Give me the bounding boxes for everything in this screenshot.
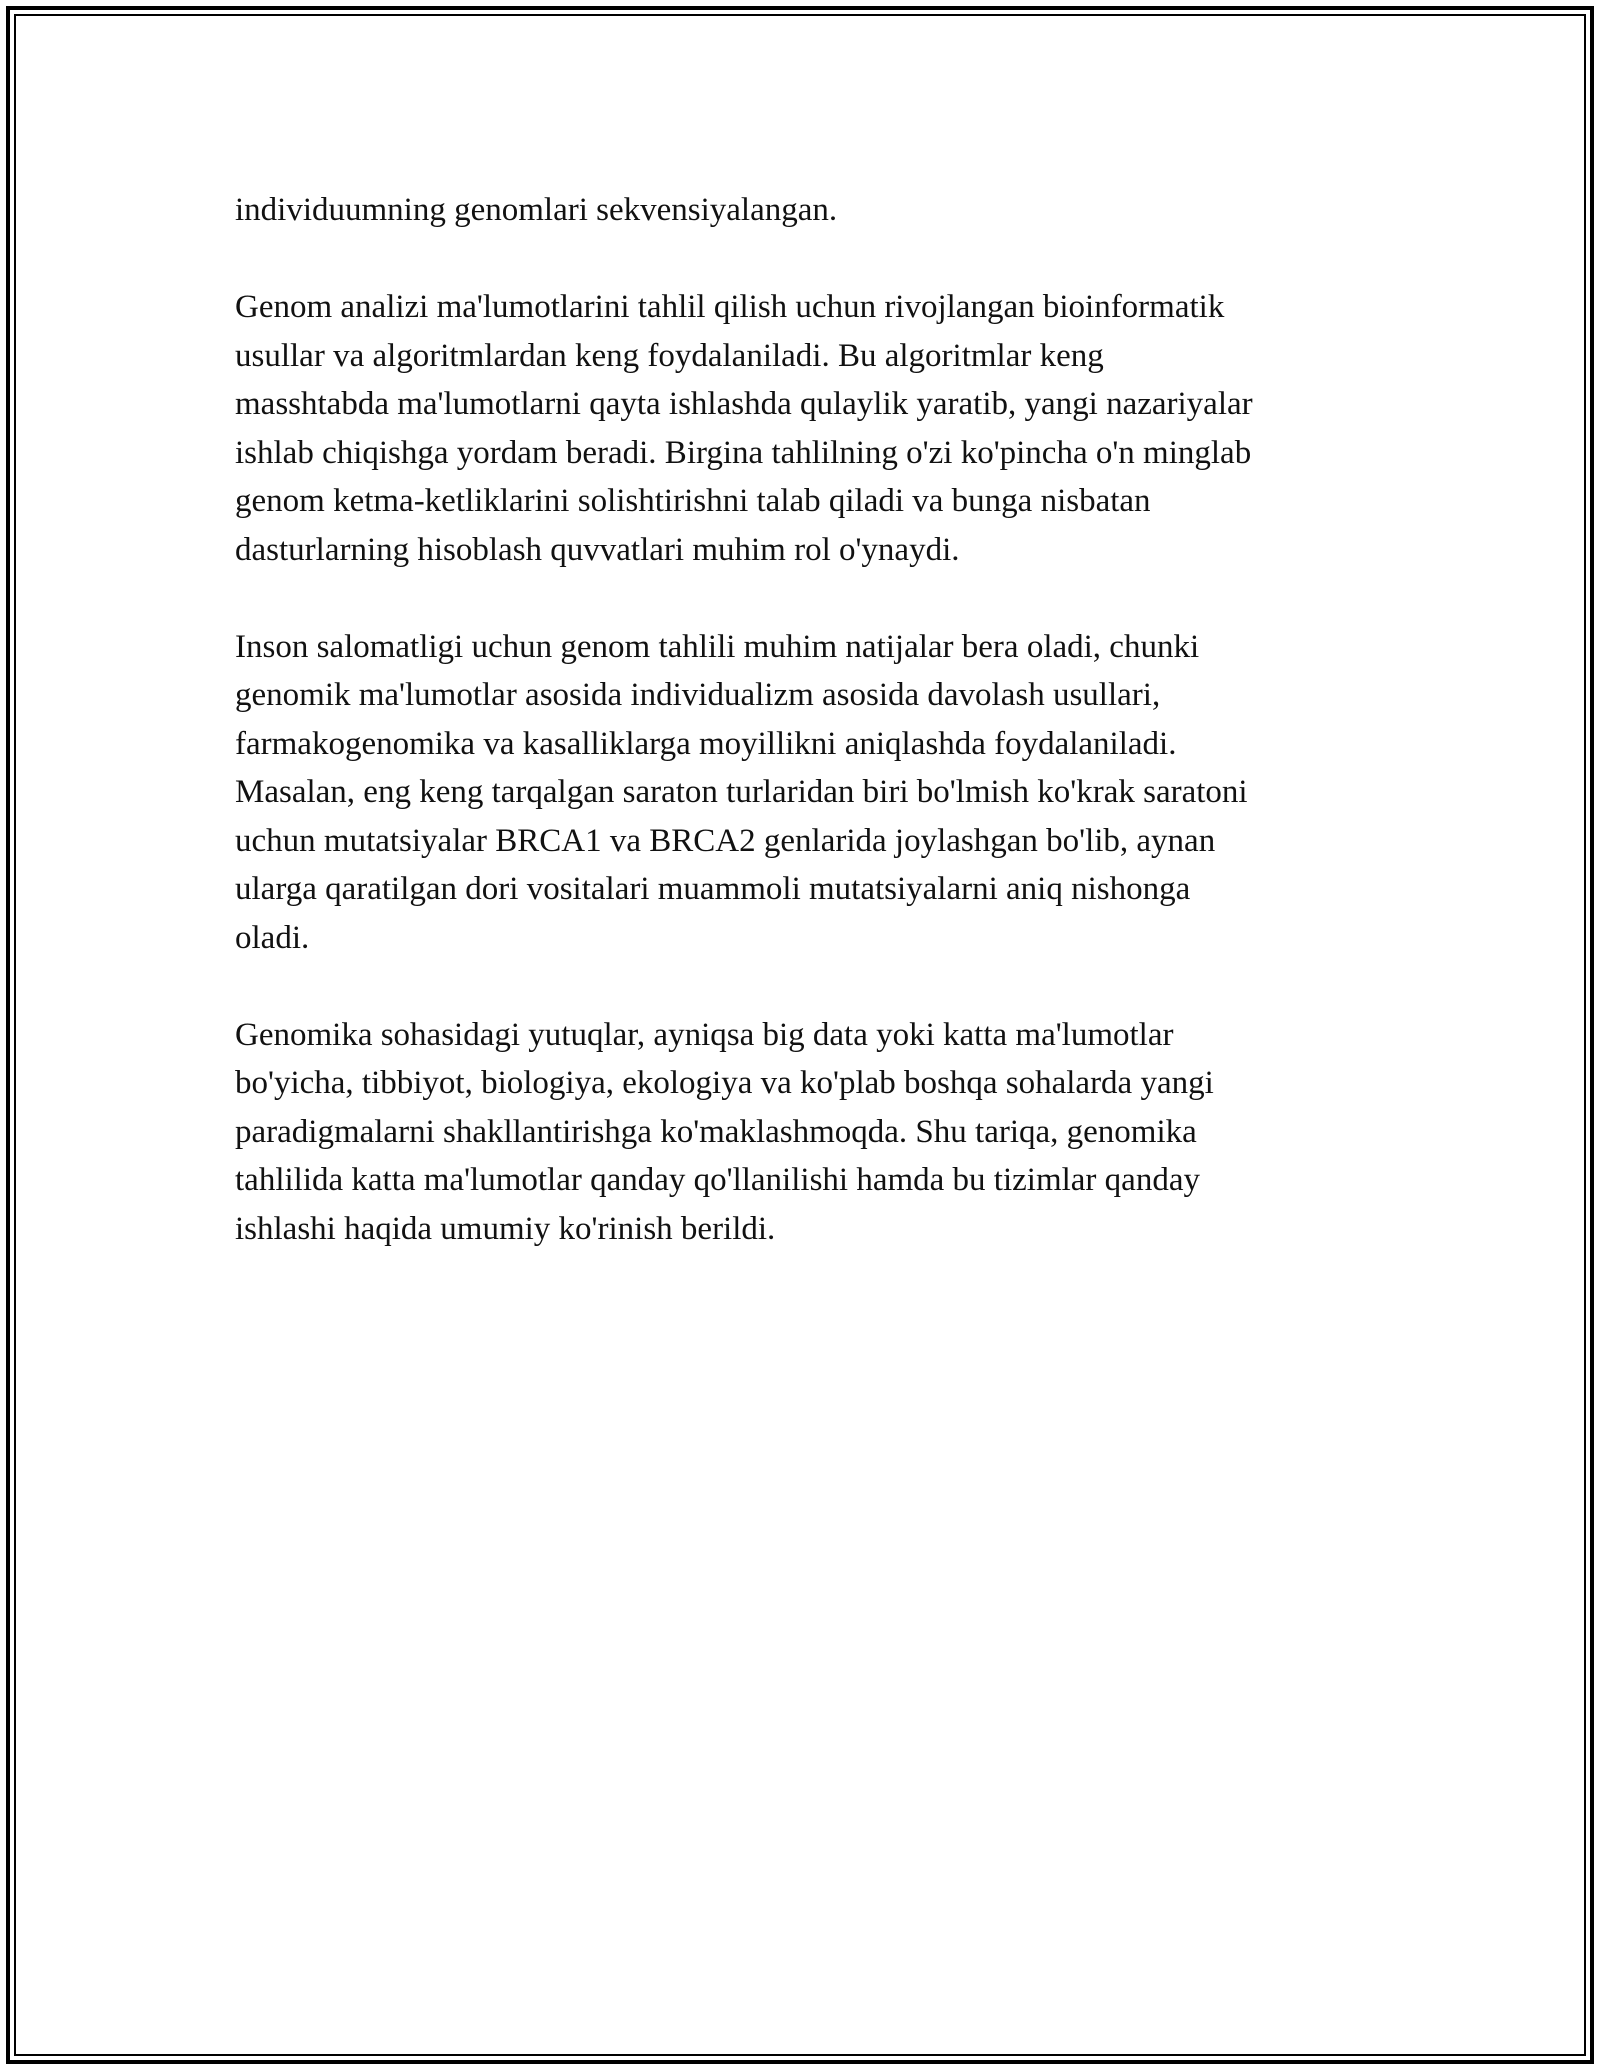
paragraph-continuation: individuumning genomlari sekvensiyalangan. — [235, 192, 838, 228]
paragraph-genome-analysis: Genom analizi ma'lumotlarini tahlil qilish uchun rivojlangan bioinformatik usullar va algoritmlardan keng foydalaniladi. Bu algoritmlar keng masshtabda ma'lumotlarni qayta ishlashda qulaylik yaratib, yangi nazariyalar ishlab chiqishga yordam beradi. Birgina tahlilning o'zi ko'pincha o'n minglab genom ketma-ketliklarini solishtirishni talab qiladi va bunga nisbatan dasturlarning hisoblash quvvatlari muhim rol o'ynaydi. — [235, 289, 1253, 568]
paragraph-genomics-advances: Genomika sohasidagi yutuqlar, ayniqsa big data yoki katta ma'lumotlar bo'yicha, tibbiyot, biologiya, ekologiya va ko'plab boshqa sohalarda yangi paradigmalarni shakllantirishga ko'maklashmoqda. Shu tariqa, genomika tahlilida katta ma'lumotlar qanday qo'llanilishi hamda bu tizimlar qanday ishlashi haqida umumiy ko'rinish berildi. — [235, 1016, 1214, 1247]
document-body — [235, 186, 1395, 1302]
paragraph-human-health: Inson salomatligi uchun genom tahlili muhim natijalar bera oladi, chunki genomik ma'lumotlar asosida individualizm asosida davolash usullari, farmakogenomika va kasalliklarga moyillikni aniqlashda foydalaniladi. Masalan, eng keng tarqalgan saraton turlaridan biri bo'lmish ko'krak saratoni uchun mutatsiyalar BRCA1 va BRCA2 genlarida joylashgan bo'lib, aynan ularga qaratilgan dori vositalari muammoli mutatsiyalarni aniq nishonga oladi. — [235, 628, 1248, 956]
